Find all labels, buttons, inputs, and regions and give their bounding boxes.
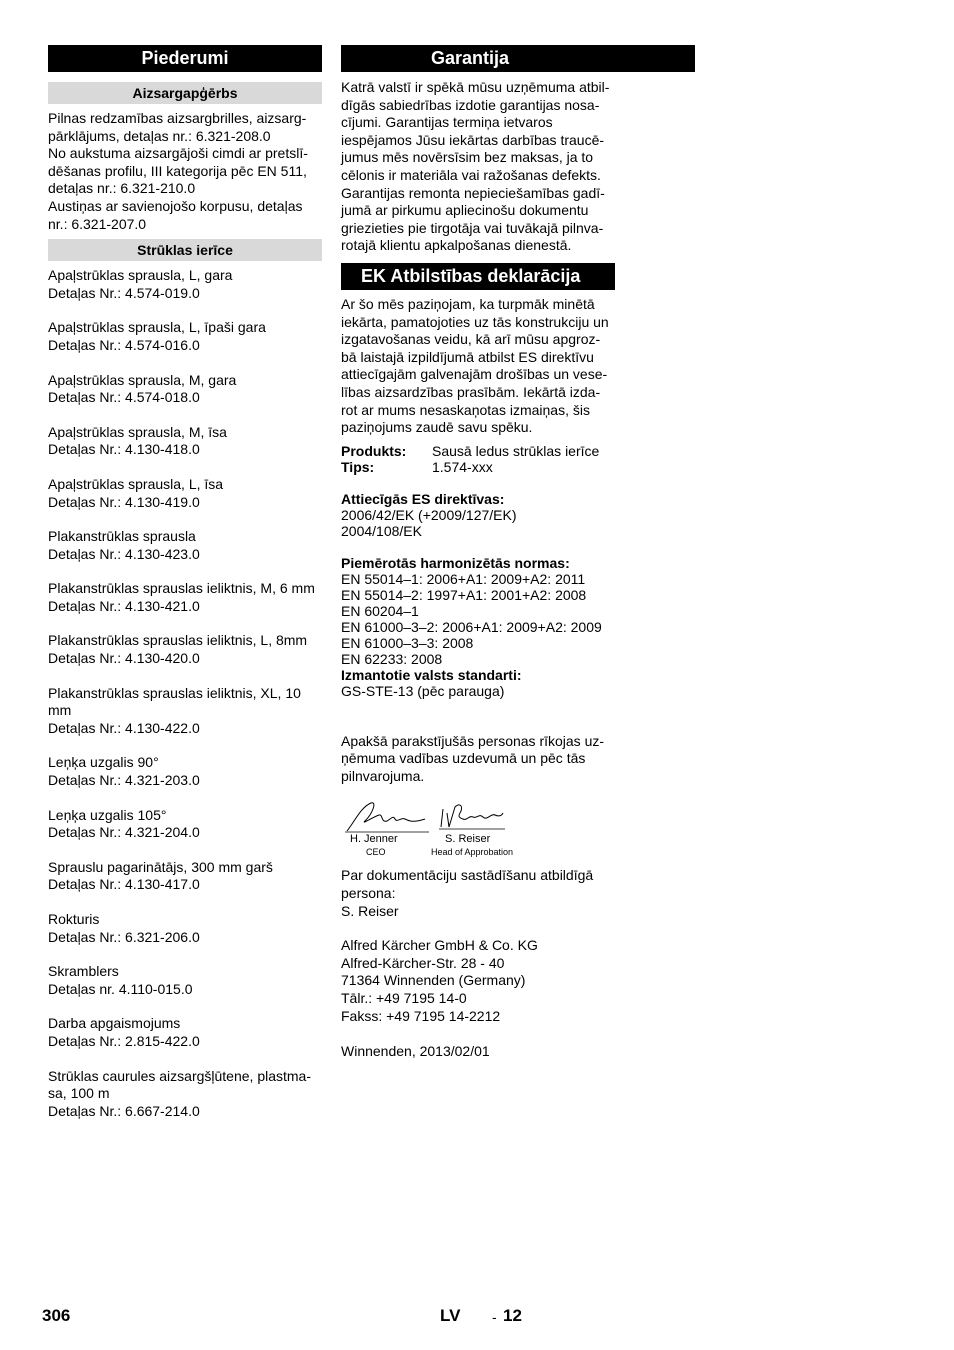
item-name: Apaļstrūklas sprausla, M, īsa	[48, 423, 227, 440]
text-line: cījumi. Garantijas termiņa ietvaros	[341, 114, 553, 131]
signer2-name: S. Reiser	[445, 833, 491, 846]
list-item	[48, 319, 322, 354]
signer1-name: H. Jenner	[350, 833, 398, 846]
text-line: iespējamos Jūsu iekārtas darbības traucē-	[341, 131, 605, 148]
text-line: S. Reiser	[341, 902, 399, 919]
text-line: cēlonis ir materiāla vai ražošanas defekts.	[341, 166, 601, 183]
product-value: Sausā ledus strūklas ierīce	[432, 442, 600, 459]
warranty-declaration-column	[341, 45, 615, 1061]
text-line: Apakšā parakstījušās personas rīkojas uz-	[341, 732, 605, 749]
list-item	[48, 424, 322, 459]
item-name: Plakanstrūklas sprauslas ieliktnis, M, 6 mm	[48, 580, 315, 597]
text-line: detaļas nr.: 6.321-210.0	[48, 180, 196, 197]
protective-clothing-heading: Aizsargapģērbs	[48, 82, 322, 104]
directive-line: 2004/108/EK	[341, 522, 422, 539]
signature-jenner-icon	[343, 799, 429, 835]
declaration-intro	[341, 296, 615, 437]
text-line: bā laistajā izpildījumā atbilst ES direktīvu	[341, 348, 594, 365]
text-line: paziņojums zaudē savu spēku.	[341, 419, 533, 436]
list-item	[48, 807, 322, 842]
item-name: Apaļstrūklas sprausla, M, gara	[48, 371, 237, 388]
item-part-number: Detaļas Nr.: 4.130-423.0	[48, 545, 200, 562]
item-part-number: Detaļas Nr.: 4.130-417.0	[48, 876, 200, 893]
item-part-number: Detaļas Nr.: 4.130-420.0	[48, 650, 200, 667]
product-row	[341, 443, 615, 459]
item-part-number: Detaļas Nr.: 4.130-419.0	[48, 493, 200, 510]
list-item	[48, 632, 322, 667]
product-info	[341, 443, 615, 475]
text-line: 71364 Winnenden (Germany)	[341, 972, 526, 989]
text-line: Alfred Kärcher GmbH & Co. KG	[341, 937, 538, 954]
signer1-role: CEO	[366, 847, 386, 858]
text-line: Ar šo mēs paziņojam, ka turpmāk minētā	[341, 295, 595, 312]
product-label: Produkts:	[341, 442, 407, 459]
norms-block	[341, 555, 615, 699]
item-name: Plakanstrūklas sprauslas ieliktnis, XL, 10	[48, 684, 301, 701]
list-item	[48, 754, 322, 789]
text-line: Garantijas remonta nepieciešamības gadī-	[341, 184, 605, 201]
norm-line: EN 61000–3–2: 2006+A1: 2009+A2: 2009	[341, 618, 602, 635]
language-code: LV	[440, 1306, 461, 1325]
list-item	[48, 476, 322, 511]
signers-text	[341, 733, 615, 786]
item-part-number: Detaļas Nr.: 4.574-018.0	[48, 389, 200, 406]
text-line: izgatavošanas veidu, kā arī mūsu apgroz-	[341, 331, 601, 348]
national-standards-value: GS-STE-13 (pēc parauga)	[341, 682, 505, 699]
signatures	[341, 799, 615, 861]
list-item	[48, 528, 322, 563]
item-name: Leņķa uzgalis 90°	[48, 754, 159, 771]
text-line: jumus mēs novērsīsim bez maksas, ja to	[341, 149, 594, 166]
text-line: Katrā valstī ir spēkā mūsu uzņēmuma atbil-	[341, 79, 610, 95]
text-line: iekārta, pamatojoties uz tās konstrukciju un	[341, 313, 609, 330]
item-name-continued: sa, 100 m	[48, 1085, 110, 1102]
directive-line: 2006/42/EK (+2009/127/EK)	[341, 506, 517, 523]
item-name: Plakanstrūklas sprauslas ieliktnis, L, 8mm	[48, 632, 308, 649]
national-standards-label: Izmantotie valsts standarti:	[341, 666, 522, 683]
accessories-column	[48, 45, 322, 1120]
text-line: lības aizsardzības prasībām. Iekārtā izda-	[341, 383, 601, 400]
footer-separator: -	[492, 1309, 497, 1325]
item-part-number: Detaļas Nr.: 4.130-422.0	[48, 719, 200, 736]
warranty-text	[341, 79, 615, 255]
norm-line: EN 55014–1: 2006+A1: 2009+A2: 2011	[341, 570, 586, 587]
signer2-role: Head of Approbation	[431, 847, 514, 858]
responsible-person	[341, 867, 615, 920]
text-line: rot ar mums nesaskaņotas izmaiņas, šis	[341, 401, 590, 418]
text-line: No aukstuma aizsargājoši cimdi ar pretslī-	[48, 145, 308, 162]
item-name: Strūklas caurules aizsargšļūtene, plastma-	[48, 1067, 312, 1084]
list-item	[48, 859, 322, 894]
list-item	[48, 963, 322, 998]
protective-clothing-text	[48, 110, 322, 233]
item-name: Apaļstrūklas sprausla, L, īpaši gara	[48, 319, 266, 336]
text-line: Fakss: +49 7195 14-2212	[341, 1007, 501, 1024]
list-item	[48, 685, 322, 738]
item-part-number: Detaļas Nr.: 4.574-016.0	[48, 336, 200, 353]
type-row	[341, 459, 615, 475]
text-line: Par dokumentāciju sastādīšanu atbildīgā	[341, 867, 594, 884]
list-item	[48, 911, 322, 946]
text-line: Tālr.: +49 7195 14-0	[341, 990, 467, 1007]
item-name: Sprauslu pagarinātājs, 300 mm garš	[48, 858, 273, 875]
text-line: nr.: 6.321-207.0	[48, 215, 147, 232]
norm-line: EN 62233: 2008	[341, 650, 443, 667]
list-item	[48, 1068, 322, 1121]
type-label: Tips:	[341, 458, 375, 475]
list-item	[48, 372, 322, 407]
text-line: rotajā klientu apkalpošanas dienestā.	[341, 237, 572, 254]
company-address	[341, 937, 615, 1025]
text-line: griezieties pie tirgotāja vai tuvākajā pilnva-	[341, 219, 604, 236]
list-item	[48, 580, 322, 615]
item-name-continued: mm	[48, 702, 72, 719]
directives-block	[341, 491, 615, 539]
text-line: persona:	[341, 885, 396, 902]
text-line: dēšanas profilu, III kategorija pēc EN 511,	[48, 162, 307, 179]
declaration-title: EK Atbilstības deklarācija	[341, 263, 615, 290]
item-name: Skramblers	[48, 963, 119, 980]
item-name: Darba apgaismojums	[48, 1015, 181, 1032]
item-part-number: Detaļas Nr.: 4.130-418.0	[48, 441, 200, 458]
jet-device-list	[48, 267, 322, 1120]
item-name: Plakanstrūklas sprausla	[48, 528, 196, 545]
list-item	[48, 1015, 322, 1050]
page-number: 306	[42, 1306, 71, 1325]
item-part-number: Detaļas nr. 4.110-015.0	[48, 980, 193, 997]
jet-device-heading: Strūklas ierīce	[48, 239, 322, 261]
item-part-number: Detaļas Nr.: 4.130-421.0	[48, 597, 200, 614]
norm-line: EN 55014–2: 1997+A1: 2001+A2: 2008	[341, 586, 587, 603]
item-part-number: Detaļas Nr.: 6.667-214.0	[48, 1102, 200, 1119]
warranty-title: Garantija	[341, 45, 695, 72]
place-date: Winnenden, 2013/02/01	[341, 1043, 490, 1060]
directives-label: Attiecīgās ES direktīvas:	[341, 490, 505, 507]
item-part-number: Detaļas Nr.: 4.574-019.0	[48, 284, 200, 301]
item-name: Rokturis	[48, 911, 100, 927]
item-name: Apaļstrūklas sprausla, L, īsa	[48, 475, 224, 492]
norm-line: EN 60204–1	[341, 602, 419, 619]
item-part-number: Detaļas Nr.: 2.815-422.0	[48, 1032, 200, 1049]
signature-reiser-icon	[437, 799, 507, 835]
accessories-title: Piederumi	[48, 45, 322, 72]
item-name: Apaļstrūklas sprausla, L, gara	[48, 267, 233, 284]
item-part-number: Detaļas Nr.: 4.321-204.0	[48, 824, 200, 841]
norm-line: EN 61000–3–3: 2008	[341, 634, 474, 651]
text-line: ņēmuma vadības uzdevumā un pēc tās	[341, 750, 586, 767]
text-line: dīgās sabiedrības izdotie garantijas nosa-	[341, 96, 600, 113]
item-part-number: Detaļas Nr.: 6.321-206.0	[48, 928, 200, 945]
list-item	[48, 267, 322, 302]
text-line: pilnvarojuma.	[341, 767, 425, 784]
text-line: attiecīgajām galvenajām drošības un vese-	[341, 366, 608, 383]
item-part-number: Detaļas Nr.: 4.321-203.0	[48, 772, 200, 789]
text-line: Austiņas ar savienojošo korpusu, detaļas	[48, 197, 303, 214]
type-value: 1.574-xxx	[432, 458, 493, 475]
text-line: Pilnas redzamības aizsargbrilles, aizsarg-	[48, 110, 307, 126]
local-page-number: 12	[503, 1306, 522, 1325]
text-line: jumā ar pirkumu apliecinošu dokumentu	[341, 202, 589, 219]
text-line: pārklājums, detaļas nr.: 6.321-208.0	[48, 127, 271, 144]
item-name: Leņķa uzgalis 105°	[48, 806, 167, 823]
norms-label: Piemērotās harmonizētās normas:	[341, 554, 570, 571]
text-line: Alfred-Kärcher-Str. 28 - 40	[341, 954, 505, 971]
